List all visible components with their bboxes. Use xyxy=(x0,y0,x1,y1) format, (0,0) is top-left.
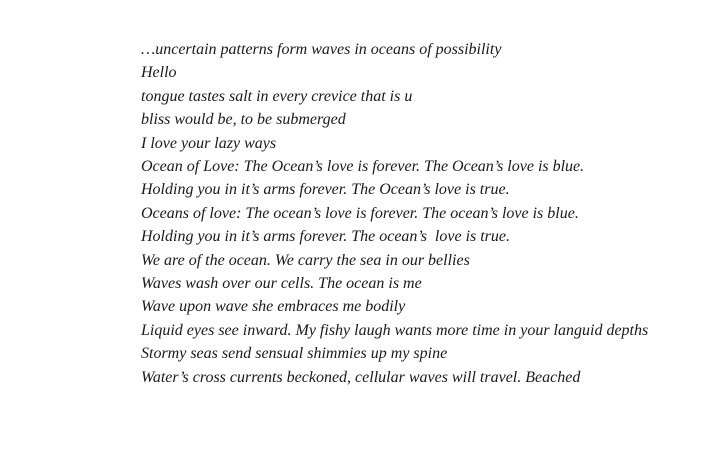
poem-line: Wave upon wave she embraces me bodily xyxy=(141,298,406,316)
poem-line: Holding you in it’s arms forever. The Ocean’s love is true. xyxy=(141,181,510,199)
poem-line: Oceans of love: The ocean’s love is forever. The ocean’s love is blue. xyxy=(141,204,579,222)
poem-line: bliss would be, to be submerged xyxy=(141,111,346,129)
poem-line: We are of the ocean. We carry the sea in our bellies xyxy=(141,251,470,269)
poem-line: Waves wash over our cells. The ocean is me xyxy=(141,275,422,293)
poem-line: Water’s cross currents beckoned, cellular waves will travel. Beached xyxy=(141,368,581,386)
poem-line: Liquid eyes see inward. My fishy laugh wants more time in your languid depths xyxy=(141,321,649,339)
poem-line: Stormy seas send sensual shimmies up my spine xyxy=(141,345,448,363)
poem-text-block xyxy=(141,38,648,389)
poem-line: Hello xyxy=(141,64,177,82)
poem-line: I love your lazy ways xyxy=(141,134,277,152)
poem-line: Holding you in it’s arms forever. The ocean’s love is true. xyxy=(141,228,511,246)
poem-line: tongue tastes salt in every crevice that is u xyxy=(141,87,413,105)
poem-line: …uncertain patterns form waves in oceans of possibility xyxy=(141,41,502,58)
poem-line: Ocean of Love: The Ocean’s love is forever. The Ocean’s love is blue. xyxy=(141,158,585,176)
